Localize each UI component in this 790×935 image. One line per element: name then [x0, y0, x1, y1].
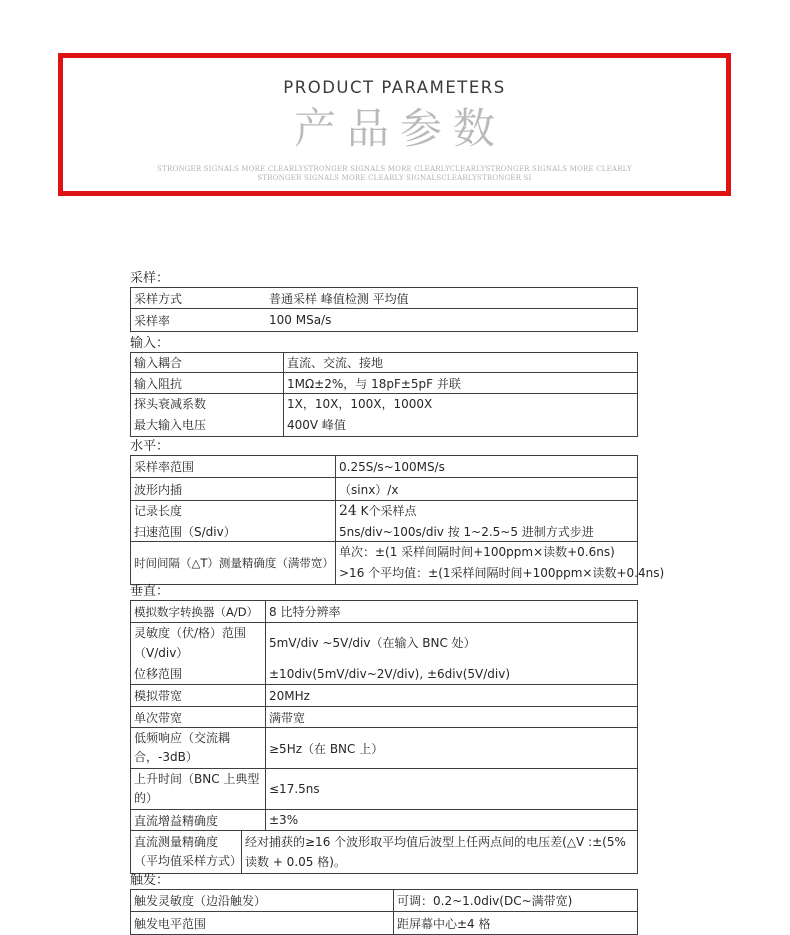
tagline-line-2: STRONGER SIGNALS MORE CLEARLY SIGNALSCLEARLYSTRONGER SI	[257, 174, 532, 182]
row-label: 扫速范围（S/div）	[134, 525, 236, 539]
row-label: 触发电平范围	[131, 912, 394, 934]
row-label: 输入阻抗	[131, 373, 284, 393]
row-label: 探头衰减系数	[134, 397, 207, 411]
row-value: 1MΩ±2%，与 18pF±5pF 并联	[287, 376, 461, 391]
row-label: 采样率	[134, 313, 171, 328]
tagline	[63, 165, 726, 183]
row-value: 单次：±(1 采样间隔时间+100ppm×读数+0.6ns)	[339, 545, 615, 559]
row-label: 时间间隔（△T）测量精确度（满带宽）	[131, 542, 336, 584]
row-value: >16 个平均值：±(1采样间隔时间+100ppm×读数+0.4ns)	[339, 566, 665, 580]
row-value: （sinx）/x	[339, 482, 399, 497]
row-label: 触发灵敏度（边沿触发）	[131, 890, 394, 911]
section-trigger	[130, 873, 650, 935]
table-row-merged	[131, 394, 637, 436]
row-value: 距屏幕中心±4 格	[397, 916, 491, 931]
table-row	[131, 890, 637, 912]
row-value-group	[266, 623, 637, 684]
row-value: 100 MSa/s	[269, 313, 332, 327]
row-value: 5ns/div~100s/div 按 1~2.5~5 进制方式步进	[339, 525, 594, 539]
row-value: 1X，10X，100X，1000X	[287, 397, 433, 411]
row-label: 模拟数字转换器（A/D）	[131, 601, 266, 622]
row-label: 模拟带宽	[131, 685, 266, 706]
row-value: 满带宽	[269, 710, 306, 725]
input-table	[130, 352, 638, 437]
header-banner	[58, 53, 731, 196]
row-value: 可调：0.2~1.0div(DC~满带宽)	[397, 894, 573, 908]
row-value: 普通采样 峰值检测 平均值	[269, 291, 409, 306]
table-row	[131, 912, 637, 934]
row-label: 输入耦合	[131, 353, 284, 372]
table-row	[131, 478, 637, 501]
section-label-input: 输入：	[130, 336, 170, 351]
table-row-merged	[131, 623, 637, 685]
row-label: 记录长度	[134, 504, 183, 518]
section-label-vertical: 垂直：	[130, 584, 170, 599]
row-label: 采样方式	[134, 291, 183, 306]
table-row	[131, 831, 637, 873]
section-horizontal	[130, 439, 665, 585]
table-row-merged	[131, 501, 637, 542]
sampling-table	[130, 287, 638, 332]
row-value-group	[336, 501, 637, 541]
section-input	[130, 336, 650, 437]
record-length-unit: K个采样点	[356, 504, 417, 518]
section-label-sampling: 采样：	[130, 271, 170, 286]
row-value-group	[336, 542, 665, 584]
table-row	[131, 810, 637, 831]
row-label: 上升时间（BNC 上典型的）	[131, 769, 266, 809]
row-label: 最大输入电压	[134, 418, 207, 432]
section-label-horizontal: 水平：	[130, 439, 170, 454]
row-value: 0.25S/s~100MS/s	[339, 459, 445, 474]
row-value: 5mV/div ~5V/div（在输入 BNC 处）	[269, 636, 476, 650]
table-row	[131, 373, 637, 394]
row-value: 经对捕获的≥16 个波形取平均值后波型上任两点间的电压差(△V :±(5% 读数 + 0.05 格)。	[245, 835, 626, 869]
section-sampling	[130, 271, 650, 332]
table-row	[131, 707, 637, 728]
row-label-group	[131, 623, 266, 684]
table-row	[131, 769, 637, 810]
section-label-trigger: 触发：	[130, 873, 170, 888]
row-value-group	[284, 394, 637, 436]
row-value: ±10div(5mV/div~2V/div), ±6div(5V/div)	[269, 667, 511, 681]
table-row	[131, 353, 637, 373]
trigger-table	[130, 889, 638, 935]
row-value: 20MHz	[269, 688, 310, 703]
row-value: ±3%	[269, 813, 299, 827]
row-label-group	[131, 501, 336, 541]
table-row	[131, 456, 637, 478]
row-value	[336, 501, 637, 522]
row-label: 直流测量精确度（平均值采样方式）	[131, 831, 242, 873]
section-vertical	[130, 584, 650, 874]
record-length-number: 24	[339, 503, 357, 519]
table-row	[131, 309, 637, 331]
row-value: ≤17.5ns	[269, 782, 320, 796]
row-label: 直流增益精确度	[131, 810, 266, 830]
row-label: 采样率范围	[131, 456, 336, 477]
row-label: 位移范围	[134, 667, 183, 681]
horizontal-table	[130, 455, 665, 585]
page-title-zh: 产品参数	[293, 104, 506, 153]
tagline-line-1: STRONGER SIGNALS MORE CLEARLYSTRONGER SIGNALS MORE CLEARLYCLEARLYSTRONGER SIGNALS MORE CLEARLY	[157, 165, 632, 173]
row-label: 单次带宽	[131, 707, 266, 727]
vertical-table	[130, 600, 638, 874]
row-value: 400V 峰值	[287, 418, 346, 432]
row-value: 直流、交流、接地	[287, 356, 384, 370]
row-label: 低频响应（交流耦合，-3dB）	[131, 728, 266, 768]
table-row	[131, 601, 637, 623]
page-title-en: PRODUCT PARAMETERS	[283, 78, 506, 97]
row-label: 灵敏度（伏/格）范围（V/div）	[134, 626, 247, 660]
row-label-group	[131, 394, 284, 436]
row-value: ≥5Hz（在 BNC 上）	[269, 741, 384, 756]
table-row	[131, 685, 637, 707]
table-row	[131, 542, 665, 584]
row-label: 波形内插	[131, 478, 336, 500]
row-value: 8 比特分辨率	[269, 605, 341, 619]
table-row	[131, 728, 637, 769]
table-row	[131, 288, 637, 309]
